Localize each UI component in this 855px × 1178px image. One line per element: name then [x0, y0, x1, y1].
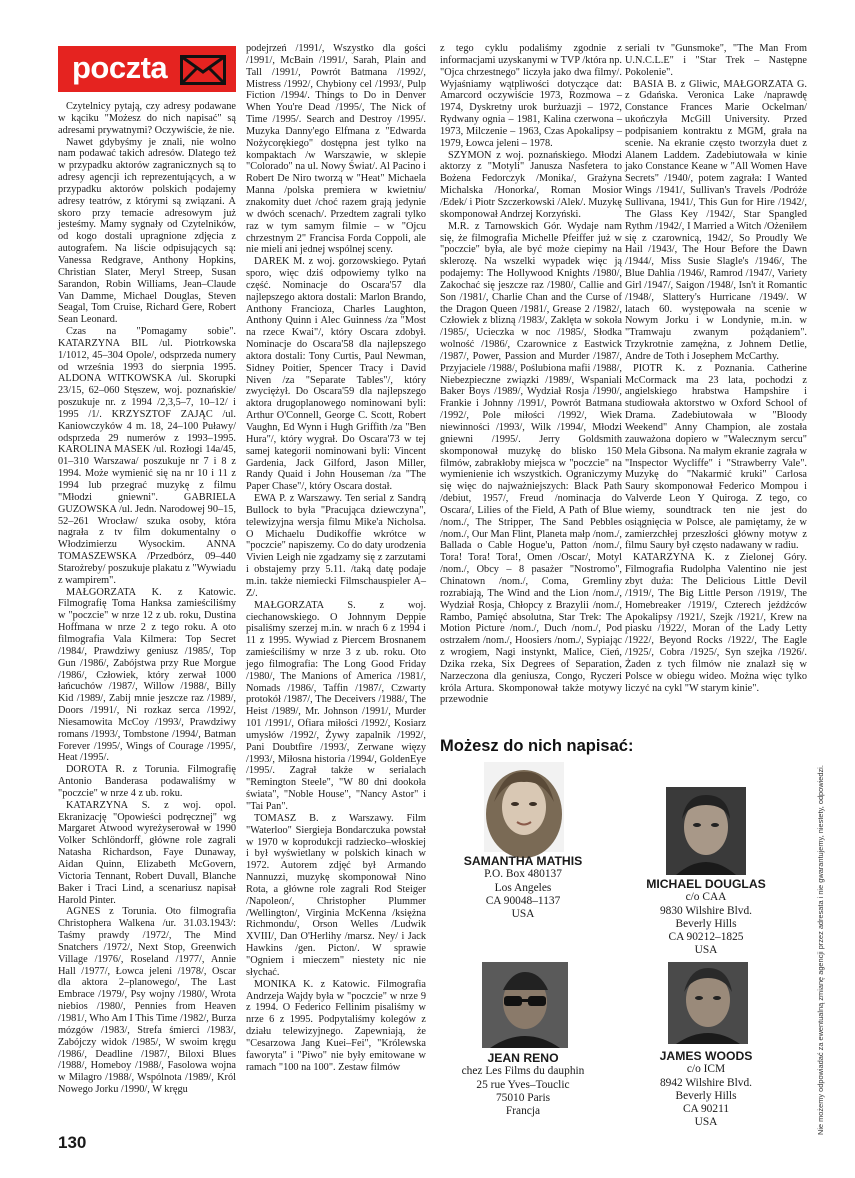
contact-name: JEAN RENO [487, 1051, 559, 1065]
contact-name: JAMES WOODS [659, 1049, 753, 1063]
michael-douglas-photo [666, 787, 746, 875]
section-header [58, 46, 236, 92]
paragraph: KATARZYNA S. z woj. opol. Ekranizację "Opowieści podręcznej" wg Margaret Atwood wyreżyserował w 1990 Volker Schlöndorff, główne role zagrali Natasha Richardson, Faye Dunaway, Aidan Quinn, Elizabeth McGovern, Victoria Tennant, Robert Duvall, Blanche Baker i Traci Lind, a scenariusz napisał Harold Pinter. [58, 799, 236, 906]
disclaimer-note: Nie możemy odpowiadać za ewentualną zmianę agencji przez adresata i nie gwarantujemy, niestety, odpowiedzi. [816, 765, 825, 1135]
address-line: CA 90211 [682, 1103, 730, 1116]
paragraph: DAREK M. z woj. gorzowskiego. Pytań sporo, więc dziś odpowiemy tylko na część. Nominacje do Oscara'57 dla najlepszego aktora dostali: Marlon Brando, Anthony Francioza, Charles Laughton, Anthony Quinn i Alec Guinness /za "Most na rzece Kwai"/, który Oscara zdobył. Nominacje do Oscara'58 dla najlepszego aktora dostali: Tony Curtis, Paul Newman, Sidney Poitier, Spencer Tracy i David Niven /za "Separate Tables"/, który zwyciężył. Do Oscara'59 dla najlepszego aktora drugoplanowego nominowani byli: Arthur O'Connell, George C. Scott, Robert Vaughn, Ed Wynn i Hugh Griffith /za "Ben Hura"/, który wygrał. Do Oscara'73 w tej samej kategorii nominowani byli: Vincent Gardenia, Jack Gilford, Jason Miller, Randy Quaid i John Houseman /za "The Paper Chase"/, który Oscara dostał. [246, 256, 426, 493]
address-line: P.O. Box 480137 [484, 868, 562, 881]
paragraph: BASIA B. z Gliwic, MAŁGORZATA G. z Gdańska. Veronica Lake /naprawdę Constance Frances Marie Ockelman/ ukończyła McGill University. Przed podpisaniem kontraktu z MGM, grała na scenie. Na ekranie często tworzyła duet z Alanem Laddem. Zadebiutowała w kinie jako Constance Keane w "All Women Have Secrets" /1940/, potem zagrała: I Wanted Wings /1941/, Sullivan's Travels /Podróże Sullivana, 1941/, This Gun for Hire /1942/, The Glass Key /1942/, Star Spangled Rythm /1942/, I Married a Witch /Ożeniłem się z czarownicą, 1942/, So Proudly We Hail /1943/, The Hour Before the Dawn /1944/, Miss Susie Slagle's /1946/, The Blue Dahlia /1946/, Ramrod /1947/, Variety Girl /1947/, Saigon /1948/, Isn't it Romantic /1948/, Slattery's Hurricane /1949/. W latach 60. występowała na scenie w Nowym Jorku i w Londynie, m.in. w "Tramwaju zwanym pożądaniem". Trzykrotnie zamężna, z Johnem Detlie, Andre de Toth i Josephem McCarthy. [625, 78, 807, 362]
paragraph: M.R. z Tarnowskich Gór. Wydaje nam się, że filmografia Michelle Pfeiffer już w "poczcie" była, ale być może ciepimy na sklerozę. Na wszelki wypadek więc ją podajemy: The Hollywood Knights /1980/, Zakochać się jeszcze raz /1980/, Callie and Son /1981/, Charlie Chan and the Curse of the Dragon Queen /1981/, Grease 2 /1982/, Człowiek z blizną /1983/, Zaklęta w sokoła /1985/, Ucieczka w noc /1985/, Słodka wolność /1986/, Czarownice z Eastwick /1987/, Power, Passion and Murder /1987/, Przyjaciele /1988/, Poślubiona mafii /1988/, Niebezpieczne związki /1989/, Wspaniali Baker Boys /1989/, Wydział Rosja /1990/, Frankie i Johnny /1991/, Powrót Batmana /1992/, Pole miłości /1992/, Wiek niewinności /1993/, Wilk /1994/, Młodzi gniewni /1995/. Jerry Goldsmith skomponował muzykę do blisko 150 filmów, zabrakłoby miejsca w "poczcie" na wymienienie ich wszystkich. Ograniczymy się więc do najważniejszych: Black Path /debiut, 1957/, Freud /nominacja do Oscara/, Lilies of the Field, A Path of Blue /nom./, The Stripper, The Sand Pebbles /nom./, Our Man Flint, Planeta małp /nom./, Ballada o Cable Hogue'u, Patton /nom./, Tora! Tora! Tora!, Omen /Oscar/, Motyl /nom./, Obcy – 8 pasażer "Nostromo", Chinatown /nom./, Coma, Gremliny rozrabiają, The Wind and the Lion /nom./, Wydział Rosja, Chłopcy z Brazylii /nom./, Rambo, Pamięć absolutna, Star Trek: The Motion Picture /nom./, Duch /nom./, Pod ostrzałem /nom./, Hoosiers /nom./, Sypiając z wrogiem, Nagi instynkt, Malice, Cień, Dzika rzeka, Six Degrees of Separation, Narzeczona dla geniusza, Congo, Ryczeri króla Artura. Skomponował także motywy przewodnie [440, 220, 622, 706]
address-line: Francja [505, 1105, 541, 1118]
address-line: USA [511, 908, 535, 921]
address-samantha-mathis [440, 855, 606, 921]
paragraph: Czytelnicy pytają, czy adresy podawane w kąciku "Możesz do nich napisać" są adresami prywatnymi? Oczywiście, że nie. [58, 101, 236, 136]
james-woods-photo [668, 962, 748, 1044]
address-line: Los Angeles [494, 881, 552, 894]
jean-reno-photo [482, 962, 568, 1048]
address-line: c/o ICM [686, 1063, 726, 1076]
address-james-woods [620, 1050, 792, 1130]
column-4 [625, 43, 807, 760]
address-line: Beverly Hills [675, 1089, 737, 1102]
envelope-icon [180, 55, 226, 85]
section-title: poczta [72, 49, 168, 85]
paragraph: seriali tv "Gunsmoke", "The Man From U.N.C.L.E" i "Star Trek – Następne Pokolenie". [625, 43, 807, 78]
paragraph: MAŁGORZATA S. z woj. ciechanowskiego. O Johnnym Deppie pisaliśmy szerzej m.in. w nrach 6 z 1994 i 11 z 1995. Wywiad z Piercem Brosnanem zamieściliśmy w nrze 3 z ub. roku. Oto jego filmografia: The Long Good Friday /1980/, The Manions of America /1981/, Nomads /1986/, Taffin /1987/, Czwarty protokół /1987/, The Deceivers /1988/, The Heist /1989/, Mr. Johnson /1991/, Murder 101 /1991/, Ofiara miłości /1992/, Kosiarz umysłów /1992/, Żywy zapalnik /1992/, Pani Doubtfire /1993/, Zerwane więzy /1993/, Miłosna historia /1994/, GoldenEye /1995/. Zagrał także w serialach "Remington Steele", "W 80 dni dookoła świata", "Noble House", "Nancy Astor" i "Tai Pan". [246, 599, 426, 812]
address-line: CA 90212–1825 [668, 931, 744, 944]
address-line: 25 rue Yves–Touclic [476, 1078, 570, 1091]
paragraph: z tego cyklu podaliśmy zgodnie z informacjami uzyskanymi w TVP /która np. "Ojca chrzestnego" liczyła jako dwa filmy/. Wyjaśniamy wątpliwości dotyczące dat: Amarcord oczywiście 1973, Rozmowa – 1974, Dyskretny urok burżuazji – 1972, Rydwany ognia – 1981, Kalina czerwona – 1973, Milczenie – 1963, Czas Apokalipsy – 1979, Łowca jeleni – 1978. [440, 43, 622, 149]
address-line: c/o CAA [685, 891, 727, 904]
paragraph: MAŁGORZATA K. z Katowic. Filmografię Toma Hanksa zamieściliśmy w "poczcie" w nrze 12 z ub. roku, Dustina Hoffmana w nrze 2 z tego roku. A oto filmografia Vala Kilmera: Top Secret /1984/, Prawdziwy geniusz /1985/, Top Gun /1986/, Zabójstwa przy Rue Morgue /1986/, Człowiek, który zerwał 1000 łańcuchów /1987/, Willow /1988/, Billy Kid /1989/, Zabij mnie jeszcze raz /1989/, Doors /1991/, Ni rozkaz serca /1992/, Niesamowita McCoy /1993/, Prawdziwy romans /1993/, Tombstone /1994/, Batman Forever /1995/, Wings of Courage /1995/, Heat /1995/. [58, 586, 236, 764]
column-2 [246, 43, 426, 1073]
column-3 [440, 43, 622, 725]
paragraph: AGNES z Torunia. Oto filmografia Christophera Walkena /ur. 31.03.1943/: Taśmy prawdy /1972/, The Mind Snatchers /1972/, Next Stop, Greenwich Village /1976/, Roseland /1977/, Annie Hall /1977/, Łowca jeleni /1978/, Oscar dla aktora 2–planowego/, The Last Embrace /1979/, Psy wojny /1980/, Wrota niebios /1980/, Pennies from Heaven /1981/, Who Am I This Time /1982/, Burza mózgów /1983/, Strefa śmierci /1983/, Zabójczy widok /1985/, W swoim kręgu /1986/, Deadline /1987/, Biloxi Blues /1988/, Homeboy /1988/, Fasolowa wojna w Milagro /1988/, Wspólnota /1989/, Król Nowego Jorku /1990/, W kręgu [58, 906, 236, 1096]
paragraph: EWA P. z Warszawy. Ten serial z Sandrą Bullock to była "Pracująca dziewczyna", telewizyjna wersja filmu Mike'a Nicholsa. O Michaelu Dudikoffie wkrótce w "poczcie" napiszemy. Co do daty urodzenia Vivien Leigh nie zgadzamy się z zarzutami i obstajemy przy 5.11. /taką datę podaje m.in. także niemiecki Filmschauspieler A–Z/. [246, 493, 426, 599]
paragraph: DOROTA R. z Torunia. Filmografię Antonio Banderasa podawaliśmy w "poczcie" w nrze 4 z ub. roku. [58, 764, 236, 799]
paragraph: Czas na "Pomagamy sobie". KATARZYNA BIL /ul. Piotrkowska 1/1012, 45–304 Opole/, odsprzeda numery od września 1993 do sierpnia 1995. ALDONA WITKOWSKA /ul. Skorupki 23/15, 62–060 Stęszew, woj. poznańskie/ poszukuje nr. z 1994 /2,3,5–7, 10–12/ i 1995 /1/. KRZYSZTOF ZAJĄC /ul. Kaniowczyków 4 m. 18, 24–100 Puławy/ odsprzeda 29 numerów z 1993–1995. KAROLINA MASEK /ul. Rozłogi 14a/45, 01–310 Warszawa/ poszukuje nr 7 i 8 z 1994. Może wymienić się na nr 10 i 11 z 1994 lub przegrać muzykę z filmu "Młodzi gniewni". GABRIELA GUZOWSKA /ul. Jedn. Narodowej 90–15, 52–261 Wrocław/ szuka osoby, która nagrała z tv film dokumentalny o Włodzimierzu Wysockim. ANNA TOMASZEWSKA /Przedbórz, 09–440 Starożreby/ poszukuje plakatu z "Wywiadu z wampirem". [58, 326, 237, 586]
address-michael-douglas [620, 878, 792, 958]
address-line: 75010 Paris [495, 1091, 551, 1104]
address-jean-reno [440, 1052, 606, 1118]
address-line: 9830 Wilshire Blvd. [659, 904, 753, 917]
contact-name: MICHAEL DOUGLAS [646, 877, 766, 891]
address-line: Beverly Hills [675, 917, 737, 930]
paragraph: Nawet gdybyśmy je znali, nie wolno nam podawać takich adresów. Dlatego też w przypadku aktorów zagranicznych są to adresy agencji ich reprezentujących, a w przypadku aktorów polskich podajemy adresy teatrów, z którymi są związani. A skoro przy temacie adresowym już jesteśmy. Mamy sygnały od Czytelników, od kogo dostali upragnione zdjęcia z autografem. Na liście odpisujących są: Vanessa Redgrave, Anthony Hopkins, Christian Slater, Meryl Streep, Susan Sarandon, Robin Williams, Jean–Claude Van Damme, Michael Douglas, Steven Seagal, Tom Cruise, Richard Gere, Robert Sean Leonard. [58, 136, 236, 326]
paragraph: SZYMON z woj. poznańskiego. Młodzi aktorzy z "Motyli" Janusza Nasfetera to Bożena Fedorczyk /Monika/, Grażyna Michalska /Honorka/, Roman Mosior /Edek/ i Piotr Szczerkowski /Alek/. Muzykę skomponował Andrzej Korzyński. [440, 149, 622, 220]
contact-name: SAMANTHA MATHIS [463, 854, 583, 868]
write-box-title: Możesz do nich napisać: [440, 737, 634, 755]
column-1 [58, 101, 236, 1126]
paragraph: podejrzeń /1991/, Wszystko dla gości /1991/, McBain /1991/, Sarah, Plain and Tall /1991/, Powrót Batmana /1992/, Mistress /1992/, Chybiony cel /1993/, Pulp Fiction /1994/. Things to Do in Denver When You're Dead /1995/, The Nick of Time /1995/. Search and Destroy /1995/. Muzyka Danny'ego Elfmana z "Edwarda Nożycorękiego" dostępna jest tylko na kompaktach /w Warszawie, w sklepie "Colorado" na ul. Nowy Świat/. Al Pacino i Robert De Niro tworzą w "Heat" Michaela Manna /polska premiera w kwietniu/ znakomity duet /choć razem grają jedynie w dwóch scenach/. Przedtem zagrali tylko raz w tym samym filmie – w "Ojcu chrzestnym 2" Francisa Forda Coppoli, ale nie mieli ani jednej wspólnej sceny. [246, 43, 426, 256]
address-line: USA [694, 1116, 718, 1129]
address-line: chez Les Films du dauphin [461, 1065, 585, 1078]
page-number: 130 [58, 1133, 87, 1152]
paragraph: MONIKA K. z Katowic. Filmografia Andrzeja Wajdy była w "poczcie" w nrze 9 z 1994. O Federico Fellinim pisaliśmy w nrze 6 z 1995. Podpytaliśmy kolegów z działu telewizyjnego. Zapewniają, że "Cesarzowa Jang Kuei–Fei", "Królewska faworyta" i "Piwo" nie były emitowane w ramach "100 na 100". Zestaw filmów [246, 978, 426, 1073]
paragraph: PIOTR K. z Poznania. Catherine McCormack ma 23 lata, pochodzi z angielskiego hrabstwa Hampshire i studiowała aktorstwo w Oxford School of Drama. Zadebiutowała w "Bloody Weekend" Anny Champion, ale została zauważona dopiero w "Walecznym sercu" Mela Gibsona. Na małym ekranie zagrała w "Inspector Wycliffe" i "Strawberry Vale". Muzykę do "Nakarmić kruki" Carlosa Saury skomponował Federico Mompou i Valverde Leon Y Quiroga. Z tego, co wiemy, soundtrack ten nie jest do osiągnięcia w Polsce, ale pamiętamy, że w zamierzchłej przeszłości główny motyw z filmu Saury był często nadawany w radiu. [625, 362, 807, 552]
samantha-mathis-photo [484, 762, 564, 852]
address-line: CA 90048–1137 [485, 894, 561, 907]
paragraph: KATARZYNA K. z Zielonej Góry. Filmografia Rudolpha Valentino nie jest zbyt duża: The Delicious Little Devil /1919/, The Big Little Person /1919/, The Homebreaker /1919/, Czterech jeźdźców Apokalipsy /1921/, Szejk /1921/, Krew na piasku /1922/, Moran of the Lady Letty /1922/, Beyond Rocks /1922/, The Eagle /1925/, Cobra /1925/, Syn szejka /1926/. Żaden z tych filmów nie znalazł się w Polsce w obiegu wideo. Można więc tylko liczyć na cykl "W starym kinie". [625, 552, 807, 694]
address-line: USA [694, 944, 718, 957]
paragraph: TOMASZ B. z Warszawy. Film "Waterloo" Siergieja Bondarczuka powstał w 1970 w koprodukcji radziecko–włoskiej i był wyświetlany w polskich kinach w 1972. Autorem zdjęć był Armando Nannuzzi, muzykę skomponował Nino Rota, a główne role zagrali Rod Steiger /Napoleon/, Christopher Plummer /Wellington/, Virginia McKenna /księżna Richmondu/, Orson Welles /Ludwik XVIII/, Dan O'Herlihy /marsz. Ney/ i Jack Hawkins /gen. Picton/. W sprawie "Ogniem i mieczem" niestety nic nie słychać. [246, 812, 426, 978]
address-line: 8942 Wilshire Blvd. [659, 1076, 753, 1089]
